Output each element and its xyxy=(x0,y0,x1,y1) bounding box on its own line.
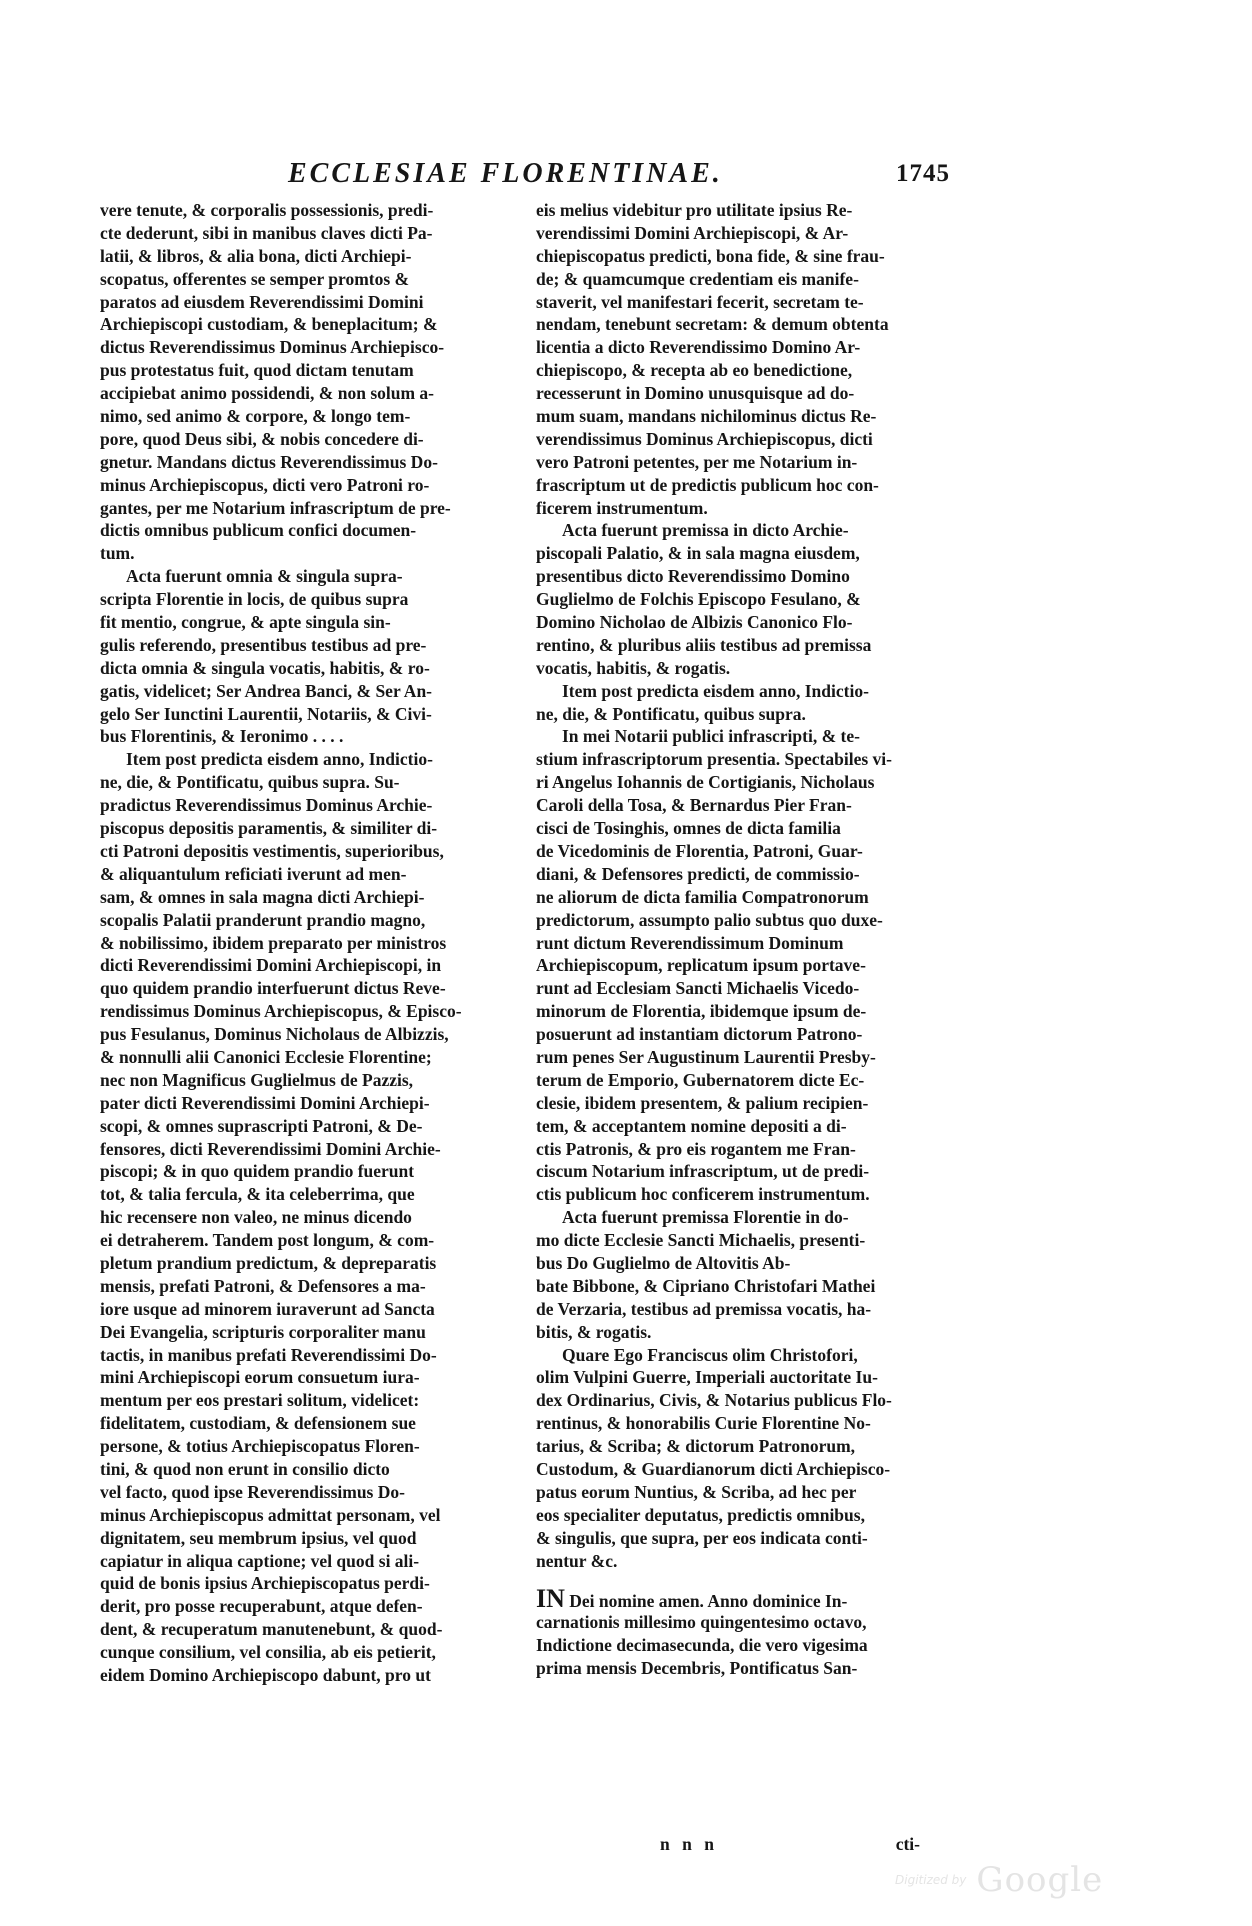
text-line: Indictione decimasecunda, die vero vigesima xyxy=(536,1635,868,1656)
text-line: clesie, ibidem presentem, & palium recipien- xyxy=(536,1092,869,1113)
text-line: Acta fuerunt premissa Florentie in do- xyxy=(562,1207,849,1228)
text-line: Archiepiscopum, replicatum ipsum portave- xyxy=(536,955,866,976)
signature-mark xyxy=(660,1834,920,1856)
text-line: sam, & omnes in sala magna dicti Archiepi- xyxy=(100,886,425,907)
text-line: piscopus depositis paramentis, & similiter di- xyxy=(100,818,438,839)
catchword: cti- xyxy=(895,1834,920,1854)
text-line: ne, die, & Pontificatu, quibus supra. Su- xyxy=(100,772,400,793)
left-column xyxy=(100,199,545,1687)
text-line: ne, die, & Pontificatu, quibus supra. xyxy=(536,703,806,724)
text-line: minus Archiepiscopus admittat personam, vel xyxy=(100,1504,441,1525)
text-line: dicta omnia & singula vocatis, habitis, & ro- xyxy=(100,657,430,678)
text-line: Custodum, & Guardianorum dicti Archiepisco- xyxy=(536,1458,891,1479)
text-line: Quare Ego Franciscus olim Christofori, xyxy=(562,1344,858,1365)
text-line: tini, & quod non erunt in consilio dicto xyxy=(100,1458,390,1479)
text-line: staverit, vel manifestari fecerit, secretam te- xyxy=(536,291,864,312)
text-line: tem, & acceptantem nomine depositi a di- xyxy=(536,1115,847,1136)
text-line: cti Patroni depositis vestimentis, superioribus, xyxy=(100,840,444,861)
text-line: vero Patroni petentes, per me Notarium in- xyxy=(536,451,858,472)
text-line: fidelitatem, custodiam, & defensionem sue xyxy=(100,1413,416,1434)
text-line: gelo Ser Iunctini Laurentii, Notariis, & Civi- xyxy=(100,703,432,724)
text-line: piscopali Palatio, & in sala magna eiusdem, xyxy=(536,543,860,564)
text-line: ficerem instrumentum. xyxy=(536,497,708,518)
text-line: gantes, per me Notarium infrascriptum de pre- xyxy=(100,497,451,518)
text-line: mini Archiepiscopi eorum consuetum iura- xyxy=(100,1367,420,1388)
text-line: mensis, prefati Patroni, & Defensores a ma- xyxy=(100,1275,426,1296)
text-line: dicti Reverendissimi Domini Archiepiscopi, in xyxy=(100,955,442,976)
text-line: In mei Notarii publici infrascripti, & te- xyxy=(562,726,860,747)
text-line: capiatur in aliqua captione; vel quod si ali- xyxy=(100,1550,420,1571)
text-line: latii, & libros, & alia bona, dicti Archiepi- xyxy=(100,245,412,266)
text-line: Domino Nicholao de Albizis Canonico Flo- xyxy=(536,612,853,633)
text-line: bitis, & rogatis. xyxy=(536,1321,652,1342)
text-line: tum. xyxy=(100,543,135,564)
text-line: predictorum, assumpto palio subtus quo duxe- xyxy=(536,909,883,930)
text-line: presentibus dicto Reverendissimo Domino xyxy=(536,566,850,587)
text-line: prima mensis Decembris, Pontificatus San- xyxy=(536,1658,858,1679)
text-line: scopalis Palatii pranderunt prandio magno, xyxy=(100,909,426,930)
text-line-rest: Dei nomine amen. Anno dominice In- xyxy=(564,1591,848,1612)
text-line: pus Fesulanus, Dominus Nicholaus de Albizzis, xyxy=(100,1024,449,1045)
text-line: ctis Patronis, & pro eis rogantem me Fran- xyxy=(536,1138,856,1159)
text-line: frascriptum ut de predictis publicum hoc con- xyxy=(536,474,879,495)
text-line: nendam, tenebunt secretam: & demum obtenta xyxy=(536,314,889,335)
text-line: rendissimus Dominus Archiepiscopus, & Episco- xyxy=(100,1001,462,1022)
text-line: patus eorum Nuntius, & Scriba, ad hec per xyxy=(536,1481,857,1502)
text-line: dictis omnibus publicum confici documen- xyxy=(100,520,417,541)
text-line: & nobilissimo, ibidem preparato per ministros xyxy=(100,932,447,953)
text-line: scripta Florentie in locis, de quibus supra xyxy=(100,589,409,610)
text-line: paratos ad eiusdem Reverendissimi Domini xyxy=(100,291,424,312)
text-line: persone, & totius Archiepiscopatus Floren- xyxy=(100,1436,420,1457)
text-line: cisci de Tosinghis, omnes de dicta familia xyxy=(536,818,841,839)
text-line: dignitatem, seu membrum ipsius, vel quod xyxy=(100,1527,417,1548)
text-line: nentur &c. xyxy=(536,1550,618,1571)
text-line: verendissimi Domini Archiepiscopi, & Ar- xyxy=(536,222,849,243)
text-line: Acta fuerunt omnia & singula supra- xyxy=(126,566,403,587)
text-line: & nonnulli alii Canonici Ecclesie Florentine; xyxy=(100,1046,432,1067)
page-header xyxy=(270,158,950,188)
text-line: pus protestatus fuit, quod dictam tenutam xyxy=(100,360,414,381)
text-line: piscopi; & in quo quidem prandio fuerunt xyxy=(100,1161,415,1182)
text-line: rentino, & pluribus aliis testibus ad premissa xyxy=(536,634,872,655)
text-line: quo quidem prandio interfuerunt dictus Reve- xyxy=(100,978,446,999)
text-line: ctis publicum hoc conficerem instrumentum. xyxy=(536,1184,870,1205)
text-line: tarius, & Scriba; & dictorum Patronorum, xyxy=(536,1436,856,1457)
text-line: gatis, videlicet; Ser Andrea Banci, & Ser An- xyxy=(100,680,433,701)
initial-letter: IN xyxy=(536,1588,565,1612)
text-line: pater dicti Reverendissimi Domini Archiepi- xyxy=(100,1092,430,1113)
text-line: minus Archiepiscopus, dicti vero Patroni ro- xyxy=(100,474,430,495)
text-line: scopatus, offerentes se semper promtos & xyxy=(100,268,410,289)
text-line: & singulis, que supra, per eos indicata conti- xyxy=(536,1527,868,1548)
text-line: Item post predicta eisdem anno, Indictio- xyxy=(562,680,869,701)
text-line: minorum de Florentia, ibidemque ipsum de- xyxy=(536,1001,867,1022)
text-line: rum penes Ser Augustinum Laurentii Presby- xyxy=(536,1046,876,1067)
text-line: dex Ordinarius, Civis, & Notarius publicus Flo- xyxy=(536,1390,892,1411)
text-line: & aliquantulum reficiati iverunt ad men- xyxy=(100,863,407,884)
signature: n n n xyxy=(660,1834,718,1854)
text-line: carnationis millesimo quingentesimo octavo, xyxy=(536,1612,867,1633)
text-line: diani, & Defensores predicti, de commissio- xyxy=(536,863,860,884)
text-line: posuerunt ad instantiam dictorum Patrono- xyxy=(536,1024,863,1045)
text-line: tactis, in manibus prefati Reverendissimi Do- xyxy=(100,1344,437,1365)
text-line: de Vicedominis de Florentia, Patroni, Guar- xyxy=(536,840,863,861)
text-line: chiepiscopatus predicti, bona fide, & sine frau- xyxy=(536,245,885,266)
text-line: pore, quod Deus sibi, & nobis concedere di- xyxy=(100,428,424,449)
text-line: de Verzaria, testibus ad premissa vocatis, ha- xyxy=(536,1298,872,1319)
text-line: cte dederunt, sibi in manibus claves dicti Pa- xyxy=(100,222,433,243)
watermark-prefix: Digitized by xyxy=(895,1873,967,1887)
text-line: mum suam, mandans nichilominus dictus Re- xyxy=(536,406,877,427)
text-line: tot, & talia fercula, & ita celeberrima, que xyxy=(100,1184,415,1205)
page-number: 1745 xyxy=(896,160,950,187)
text-line: Acta fuerunt premissa in dicto Archie- xyxy=(562,520,849,541)
text-line: vocatis, habitis, & rogatis. xyxy=(536,657,731,678)
text-line: recesserunt in Domino unusquisque ad do- xyxy=(536,383,855,404)
text-line: bus Do Guglielmo de Altovitis Ab- xyxy=(536,1252,791,1273)
text-line: terum de Emporio, Gubernatorem dicte Ec- xyxy=(536,1069,865,1090)
text-line: nec non Magnificus Guglielmus de Pazzis, xyxy=(100,1069,414,1090)
text-line xyxy=(536,1588,981,1611)
text-line: vel facto, quod ipse Reverendissimus Do- xyxy=(100,1481,405,1502)
text-line: mo dicte Ecclesie Sancti Michaelis, presenti- xyxy=(536,1230,866,1251)
text-line: hic recensere non valeo, ne minus dicendo xyxy=(100,1207,412,1228)
text-line: nimo, sed animo & corpore, & longo tem- xyxy=(100,406,411,427)
text-line: gulis referendo, presentibus testibus ad pre- xyxy=(100,634,427,655)
text-line: rentinus, & honorabilis Curie Florentine No- xyxy=(536,1413,871,1434)
text-line: eidem Domino Archiepiscopo dabunt, pro ut xyxy=(100,1665,431,1685)
text-line: Guglielmo de Folchis Episcopo Fesulano, & xyxy=(536,589,861,610)
text-line: olim Vulpini Guerre, Imperiali auctoritate Iu- xyxy=(536,1367,878,1388)
text-line: bus Florentinis, & Ieronimo . . . . xyxy=(100,726,344,747)
text-line: dictus Reverendissimus Dominus Archiepisco- xyxy=(100,337,445,358)
text-line: cunque consilium, vel consilia, ab eis petierit, xyxy=(100,1642,436,1663)
text-line: ri Angelus Iohannis de Cortigianis, Nicholaus xyxy=(536,772,875,793)
google-watermark xyxy=(895,1860,1195,1900)
text-line: Item post predicta eisdem anno, Indictio- xyxy=(126,749,433,770)
text-line: ne aliorum de dicta familia Compatronorum xyxy=(536,886,869,907)
text-line: ciscum Notarium infrascriptum, ut de predi- xyxy=(536,1161,870,1182)
text-line: gnetur. Mandans dictus Reverendissimus Do- xyxy=(100,451,438,472)
text-line: pradictus Reverendissimus Dominus Archie- xyxy=(100,795,433,816)
watermark-brand: Google xyxy=(976,1860,1104,1900)
text-line: Dei Evangelia, scripturis corporaliter manu xyxy=(100,1321,426,1342)
text-line: chiepiscopo, & recepta ab eo benedictione, xyxy=(536,360,853,381)
text-line: quid de bonis ipsius Archiepiscopatus perdi- xyxy=(100,1573,430,1594)
text-line: licentia a dicto Reverendissimo Domino Ar- xyxy=(536,337,861,358)
text-line: eis melius videbitur pro utilitate ipsius Re- xyxy=(536,200,853,220)
text-line: verendissimus Dominus Archiepiscopus, dicti xyxy=(536,428,873,449)
text-line: vere tenute, & corporalis possessionis, predi- xyxy=(100,200,434,220)
text-line: fensores, dicti Reverendissimi Domini Archie- xyxy=(100,1138,441,1159)
text-line: eos specialiter deputatus, predictis omnibus, xyxy=(536,1504,865,1525)
text-line: fit mentio, congrue, & apte singula sin- xyxy=(100,612,391,633)
text-line: runt ad Ecclesiam Sancti Michaelis Vicedo- xyxy=(536,978,860,999)
text-line: bate Bibbone, & Cipriano Christofari Mathei xyxy=(536,1275,876,1296)
text-line: accipiebat animo possidendi, & non solum a- xyxy=(100,383,435,404)
text-line: ei detraherem. Tandem post longum, & com- xyxy=(100,1230,435,1251)
text-line: iore usque ad minorem iuraverunt ad Sancta xyxy=(100,1298,435,1319)
right-column xyxy=(536,199,981,1680)
text-line: derit, pro posse recuperabunt, atque defen- xyxy=(100,1596,423,1617)
text-line: scopi, & omnes suprascripti Patroni, & De- xyxy=(100,1115,423,1136)
text-line: stium infrascriptorum presentia. Spectabiles vi- xyxy=(536,749,892,770)
text-line: Caroli della Tosa, & Bernardus Pier Fran- xyxy=(536,795,852,816)
text-line: de; & quamcumque credentiam eis manife- xyxy=(536,268,859,289)
text-line: Archiepiscopi custodiam, & beneplacitum; & xyxy=(100,314,438,335)
text-line: pletum prandium predictum, & depreparatis xyxy=(100,1252,437,1273)
text-line: mentum per eos prestari solitum, videlicet: xyxy=(100,1390,420,1411)
paragraph-gap xyxy=(536,1572,981,1588)
running-title: ECCLESIAE FLORENTINAE. xyxy=(288,158,723,189)
text-line: dent, & recuperatum manutenebunt, & quod- xyxy=(100,1619,443,1640)
text-line: runt dictum Reverendissimum Dominum xyxy=(536,932,844,953)
